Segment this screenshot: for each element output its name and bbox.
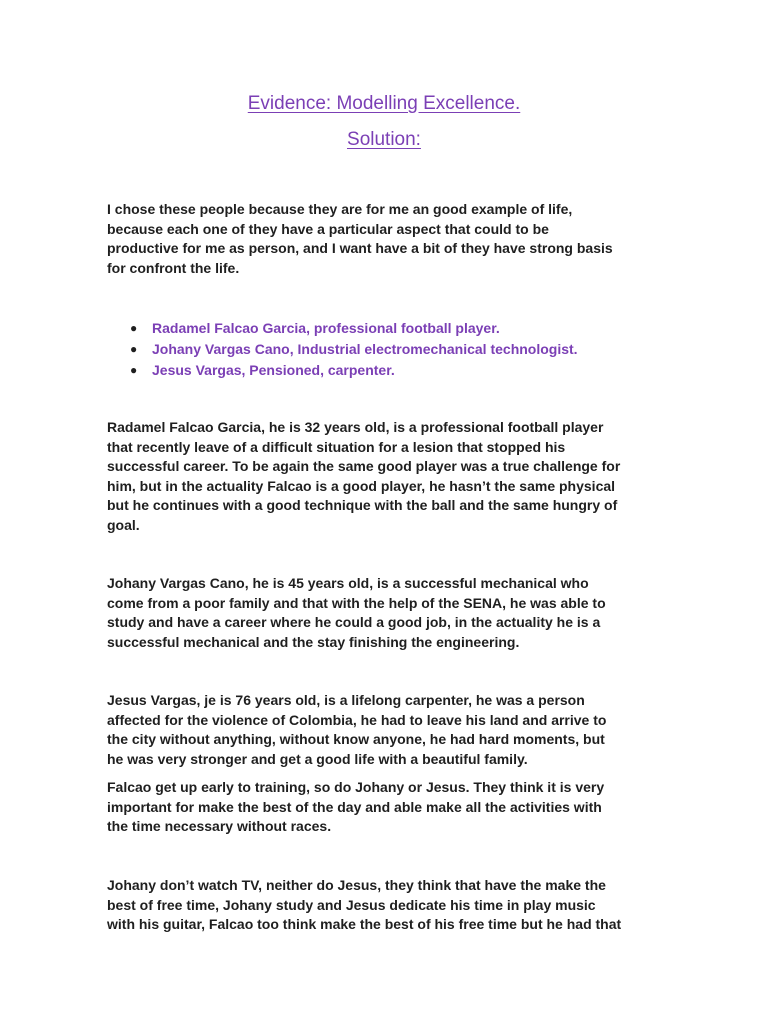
- list-item: ● Radamel Falcao Garcia, professional football player.: [128, 318, 578, 339]
- jesus-paragraph: Jesus Vargas, je is 76 years old, is a lifelong carpenter, he was a person affected for the violence of Colombia, he had to leave his land and arrive to the city without anything, without know anyone, he had hard moments, but he was very stronger and get a good life with a beautiful family.: [107, 692, 607, 767]
- list-item: ● Jesus Vargas, Pensioned, carpenter.: [128, 360, 578, 381]
- routine-paragraph: Falcao get up early to training, so do Johany or Jesus. They think it is very important for make the best of the day and able make all the activities with the time necessary without races.: [107, 779, 605, 834]
- intro-paragraph: I chose these people because they are for me an good example of life, because each one of they have a particular aspect that could to be productive for me as person, and I want have a bit of they have strong basis for confront the life.: [107, 201, 613, 276]
- falcao-paragraph: Radamel Falcao Garcia, he is 32 years old, is a professional football player that recently leave of a difficult situation for a lesion that stopped his successful career. To be again the same good player was a true challenge for him, but in the actuality Falcao is a good player, he hasn’t the same physical but he continues with a good technique with the ball and the same hungry of goal.: [107, 419, 621, 533]
- list-item: ● Johany Vargas Cano, Industrial electromechanical technologist.: [128, 339, 578, 360]
- document-title: Evidence: Modelling Excellence.: [247, 93, 521, 114]
- bullet-icon: ●: [130, 321, 138, 335]
- people-list: [128, 318, 578, 381]
- free-time-paragraph: Johany don’t watch TV, neither do Jesus, they think that have the make the best of free time, Johany study and Jesus dedicate his time in play music with his guitar, Falcao too think make the best of his free time but he had that: [107, 877, 622, 932]
- bullet-icon: ●: [130, 342, 138, 356]
- johany-paragraph: Johany Vargas Cano, he is 45 years old, is a successful mechanical who come from a poor family and that with the help of the SENA, he was able to study and have a career where he could a good job, in the actuality he is a successful mechanical and the stay finishing the engineering.: [107, 575, 606, 650]
- document-subtitle: Solution:: [347, 129, 421, 150]
- bullet-icon: ●: [130, 363, 138, 377]
